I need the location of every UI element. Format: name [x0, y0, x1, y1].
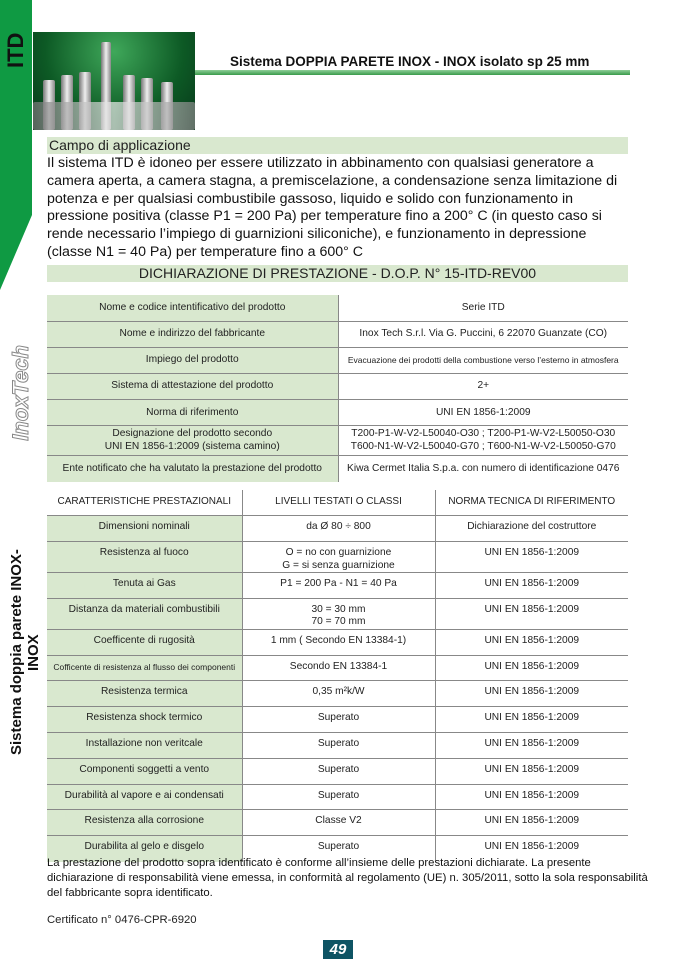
characteristic: Cofficente di resistenza al flusso dei componenti — [47, 655, 242, 681]
row-value: Inox Tech S.r.l. Via G. Puccini, 6 22070 Guanzate (CO) — [338, 321, 628, 347]
standard: UNI EN 1856-1:2009 — [435, 655, 628, 681]
certificate-number: Certificato n° 0476-CPR-6920 — [47, 914, 197, 926]
level — [242, 758, 435, 784]
level-text: Superato — [317, 712, 360, 724]
inoxtech-logo: InoxTech — [8, 345, 33, 441]
level-text: G = si senza guarnizione — [282, 559, 395, 571]
page-title: Sistema DOPPIA PARETE INOX - INOX isolato sp 25 mm — [230, 54, 590, 69]
side-title: Sistema doppia parete INOX-INOX — [8, 549, 42, 756]
row-key: Sistema di attestazione del prodotto — [47, 374, 338, 400]
characteristic: Componenti soggetti a vento — [47, 758, 242, 784]
table-row — [47, 784, 628, 810]
row-key: Nome e indirizzo del fabbricante — [47, 321, 338, 347]
level — [242, 784, 435, 810]
standard: Dichiarazione del costruttore — [435, 516, 628, 542]
campo-heading: Campo di applicazione — [47, 137, 628, 154]
characteristic: Installazione non veritcale — [47, 733, 242, 759]
level-text: 1 mm ( Secondo EN 13384-1) — [270, 634, 407, 646]
characteristic: Durabilità al vapore e ai condensati — [47, 784, 242, 810]
table-row — [47, 347, 628, 373]
level — [242, 707, 435, 733]
table-row — [47, 295, 628, 321]
table-row — [47, 810, 628, 836]
column-header: CARATTERISTICHE PRESTAZIONALI — [47, 490, 242, 516]
row-key: Designazione del prodotto secondo — [112, 428, 273, 440]
table-row — [47, 573, 628, 599]
row-key: UNI EN 1856-1:2009 (sistema camino) — [104, 440, 280, 452]
row-value: Serie ITD — [338, 295, 628, 321]
table-row — [47, 321, 628, 347]
level — [242, 733, 435, 759]
row-value: Kiwa Cermet Italia S.p.a. con numero di identificazione 0476 — [347, 463, 620, 475]
row-value: T200-P1-W-V2-L50040-O30 ; T200-P1-W-V2-L50050-O30 — [351, 428, 616, 440]
table-row — [47, 456, 628, 482]
table-row — [47, 681, 628, 707]
table-row — [47, 516, 628, 542]
standard: UNI EN 1856-1:2009 — [435, 681, 628, 707]
characteristic: Coefficente di rugosità — [47, 629, 242, 655]
row-key: Nome e codice intentificativo del prodotto — [47, 295, 338, 321]
standard: UNI EN 1856-1:2009 — [435, 598, 628, 629]
page-number: 49 — [323, 940, 353, 959]
performance-table — [47, 490, 628, 862]
level — [242, 681, 435, 707]
standard: UNI EN 1856-1:2009 — [435, 784, 628, 810]
characteristic: Resistenza al fuoco — [47, 542, 242, 573]
section-code: ITD — [3, 32, 28, 68]
row-value: UNI EN 1856-1:2009 — [338, 400, 628, 426]
table-row — [47, 426, 628, 456]
row-key: Norma di riferimento — [47, 400, 338, 426]
table-row — [47, 374, 628, 400]
characteristic: Resistenza termica — [47, 681, 242, 707]
level — [242, 655, 435, 681]
level-text: P1 = 200 Pa - N1 = 40 Pa — [280, 578, 397, 590]
standard: UNI EN 1856-1:2009 — [484, 841, 580, 853]
level-text: Classe V2 — [315, 815, 362, 827]
level-text: Superato — [317, 763, 360, 775]
dop-table — [47, 295, 628, 482]
level — [242, 598, 435, 629]
campo-text: Il sistema ITD è idoneo per essere utilizzato in abbinamento con qualsiasi generatore a camera aperta, a camera stagna, a premiscelazione, a condensazione senza limitazione di potenza e per qualsiasi combustibile gassoso, liquido e solido con funzionamento in pressione positiva (classe P1 = 200 Pa) per temperature fino a 200° C (in questo caso si rende necessario l’impiego di guarnizioni siliconiche), e funzionamento in depressione (classe N1 = 40 Pa) per temperature fino a 600° C — [47, 155, 618, 260]
row-value: Evacuazione dei prodotti della combustione verso l’esterno in atmosfera — [338, 347, 628, 373]
table-row — [47, 542, 628, 573]
table-row — [47, 598, 628, 629]
level-text: da Ø 80 ÷ 800 — [306, 521, 371, 533]
column-header: NORMA TECNICA DI RIFERIMENTO — [435, 490, 628, 516]
dop-heading: DICHIARAZIONE DI PRESTAZIONE - D.O.P. N° 15-ITD-REV00 — [47, 265, 628, 282]
standard: UNI EN 1856-1:2009 — [435, 707, 628, 733]
level-text: 0,35 m²k/W — [312, 686, 365, 698]
table-row — [47, 733, 628, 759]
level — [242, 629, 435, 655]
characteristic: Durabilita al gelo e disgelo — [47, 836, 242, 862]
characteristic: Resistenza alla corrosione — [47, 810, 242, 836]
standard: UNI EN 1856-1:2009 — [435, 733, 628, 759]
standard: UNI EN 1856-1:2009 — [435, 542, 628, 573]
table-row — [47, 629, 628, 655]
row-key: Ente notificato che ha valutato la prestazione del prodotto — [47, 456, 338, 482]
row-key: Impiego del prodotto — [47, 347, 338, 373]
characteristic: Dimensioni nominali — [47, 516, 242, 542]
level-text: Superato — [317, 841, 360, 853]
level — [242, 542, 435, 573]
table-row — [47, 400, 628, 426]
characteristic: Tenuta ai Gas — [47, 573, 242, 599]
standard: UNI EN 1856-1:2009 — [435, 629, 628, 655]
level — [242, 810, 435, 836]
row-value: T600-N1-W-V2-L50040-G70 ; T600-N1-W-V2-L50050-G70 — [350, 440, 616, 452]
conformity-statement: La prestazione del prodotto sopra identificato è conforme all’insieme delle prestazioni dichiarate. La presente dichiarazione di responsabilità viene emessa, in conformità al regolamento (UE) n. 305/2011, sotto la sola responsabilità del fabbricante sopra identificato. — [47, 857, 648, 899]
table-row — [47, 655, 628, 681]
level-text: 30 = 30 mm — [311, 603, 366, 615]
standard: UNI EN 1856-1:2009 — [435, 573, 628, 599]
title-underline — [195, 70, 630, 75]
row-value: 2+ — [338, 374, 628, 400]
level-text: 70 = 70 mm — [311, 616, 366, 628]
product-photo — [33, 32, 195, 130]
table-row — [47, 758, 628, 784]
standard: UNI EN 1856-1:2009 — [435, 758, 628, 784]
table-header-row — [47, 490, 628, 516]
column-header: LIVELLI TESTATI O CLASSI — [242, 490, 435, 516]
level — [242, 573, 435, 599]
table-row — [47, 707, 628, 733]
level-text: O = no con guarnizione — [285, 547, 392, 559]
level-text: Secondo EN 13384-1 — [289, 660, 388, 672]
characteristic: Resistenza shock termico — [47, 707, 242, 733]
level-text: Superato — [317, 789, 360, 801]
level — [242, 516, 435, 542]
standard: UNI EN 1856-1:2009 — [435, 810, 628, 836]
level-text: Superato — [317, 738, 360, 750]
characteristic: Distanza da materiali combustibili — [47, 598, 242, 629]
